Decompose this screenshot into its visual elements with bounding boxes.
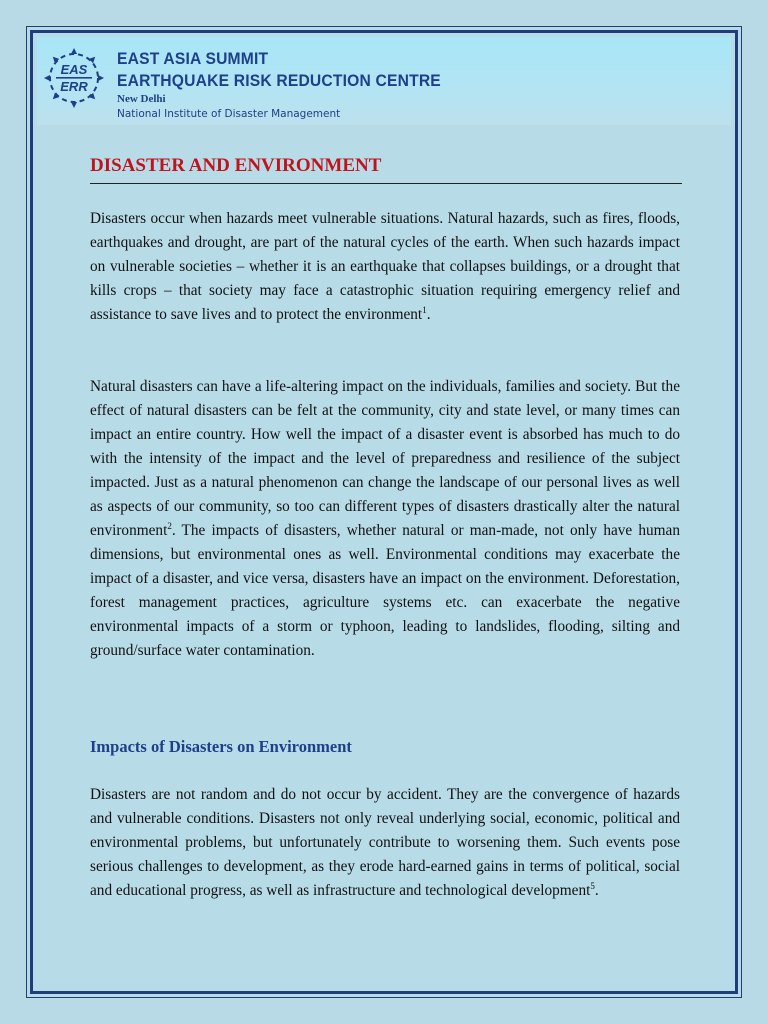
- header-org-line2: EARTHQUAKE RISK REDUCTION CENTRE: [117, 71, 441, 90]
- footnote-ref-1: 1: [422, 304, 427, 315]
- paragraph-1-end: .: [426, 306, 431, 323]
- paragraph-3: [90, 783, 680, 903]
- paragraph-1-text: Disasters occur when hazards meet vulnerable situations. Natural hazards, such as fires, floods, earthquakes and drought, are part of the natural cycles of the earth. When such hazards impact on vulnerable societies – whether it is an earthquake that collapses buildings, or a drought that kills crops – that society may face a catastrophic situation requiring emergency relief and assistance to save lives and to protect the environment: [90, 210, 680, 323]
- title-divider: [90, 183, 682, 184]
- section-subheading: Impacts of Disasters on Environment: [90, 737, 352, 756]
- footnote-ref-5: 5: [590, 880, 595, 891]
- logo-text-top: EAS: [60, 62, 88, 77]
- header-banner: [37, 37, 731, 125]
- eas-err-logo-icon: [41, 45, 107, 111]
- paragraph-3-end: .: [594, 882, 599, 899]
- paragraph-2-text-a: Natural disasters can have a life-altering impact on the individuals, families and society. But the effect of natural disasters can be felt at the community, city and state level, or many times can impact an entire country. How well the impact of a disaster event is absorbed has much to do with the intensity of the impact and the level of preparedness and resilience of the subject impacted. Just as a natural phenomenon can change the landscape of our personal lives as well as aspects of our community, so too can different types of disasters drastically alter the natural environment: [90, 378, 680, 539]
- header-institute: National Institute of Disaster Management: [117, 108, 341, 120]
- footnote-ref-2: 2: [167, 520, 172, 531]
- paragraph-3-text: Disasters are not random and do not occur by accident. They are the convergence of hazards and vulnerable conditions. Disasters not only reveal underlying social, economic, political and environmental problems, but unfortunately contribute to worsening them. Such events pose serious challenges to development, as they erode hard-earned gains in terms of political, social and educational progress, as well as infrastructure and technological development: [90, 786, 680, 899]
- paragraph-2-text-b: . The impacts of disasters, whether natural or man-made, not only have human dimensions, but environmental ones as well. Environmental conditions may exacerbate the impact of a disaster, and vice versa, disasters have an impact on the environment. Deforestation, forest management practices, agriculture systems etc. can exacerbate the negative environmental impacts of a storm or typhoon, leading to landslides, flooding, silting and ground/surface water contamination.: [90, 522, 680, 659]
- header-org-line1: EAST ASIA SUMMIT: [117, 49, 269, 68]
- header-location: New Delhi: [117, 93, 166, 105]
- logo-text-bottom: ERR: [60, 79, 88, 94]
- paragraph-2: [90, 375, 680, 663]
- page-title: DISASTER AND ENVIRONMENT: [90, 155, 382, 176]
- document-page: [30, 30, 738, 994]
- paragraph-1: [90, 207, 680, 327]
